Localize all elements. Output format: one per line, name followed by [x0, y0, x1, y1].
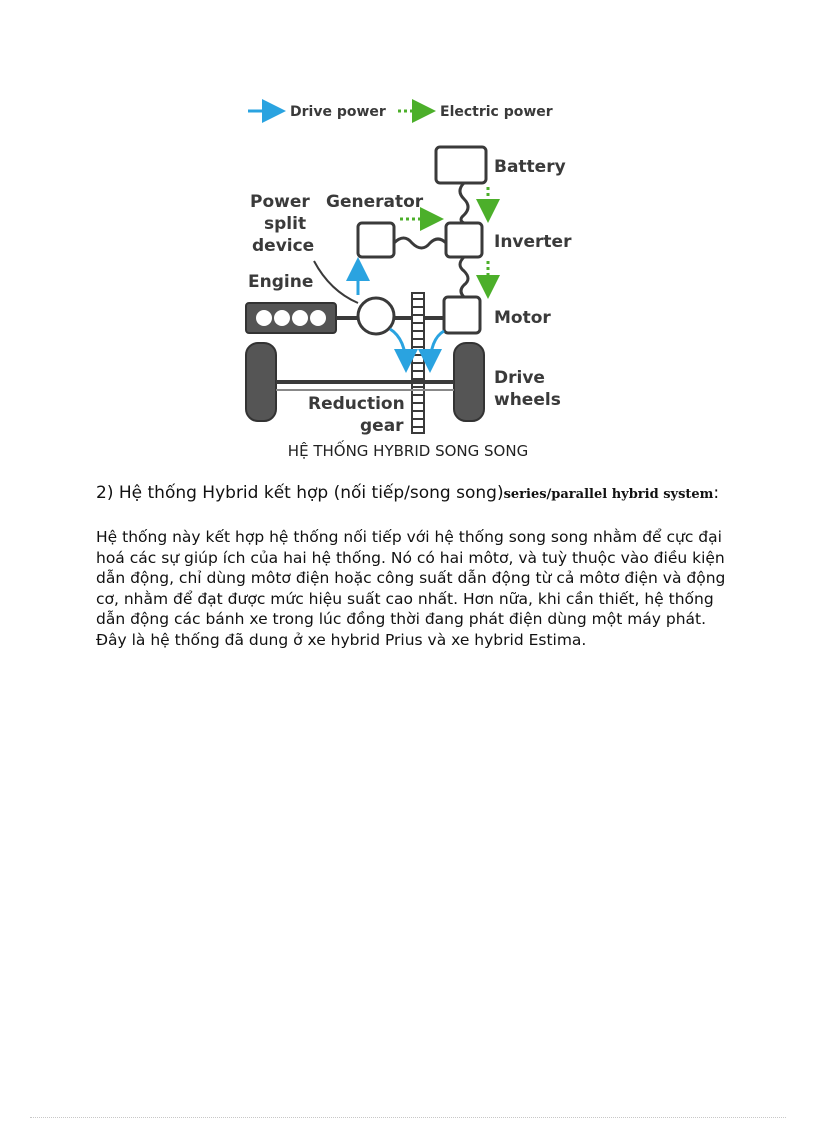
engine-label: Engine [248, 272, 314, 292]
figure-caption: HỆ THỐNG HYBRID SONG SONG [287, 442, 529, 460]
section-heading-en: series/parallel hybrid system [503, 487, 714, 502]
diagram-svg [240, 95, 610, 440]
reduction-gear-label-1: Reduction [308, 394, 405, 414]
battery-label: Battery [494, 157, 566, 177]
power-split-label-1: Power [250, 192, 310, 212]
inverter-box [446, 223, 482, 257]
page-footer-divider [30, 1117, 786, 1118]
section-heading-colon: : [713, 483, 720, 503]
section-body: Hệ thống này kết hợp hệ thống nối tiếp với hệ thống song song nhằm để cực đại hoá các sự giúp ích của hai hệ thống. Nó có hai môtơ, và tuỳ thuộc vào điều kiện dẫn động, chỉ dùng môtơ điện hoặc công suất dẫn động từ cả môtơ điện và động cơ, nhằm để đạt được mức hiệu suất cao nhất. Hơn nữa, khi cần thiết, hệ thống dẫn động các bánh xe trong lúc đồng thời đang phát điện dùng một máy phát. Đây là hệ thống đã dung ở xe hybrid Prius và xe hybrid Estima. [96, 528, 726, 649]
drive-wheels-label-2: wheels [494, 390, 561, 410]
engine-cylinder-3 [292, 310, 308, 326]
section-heading [96, 482, 736, 506]
engine-cylinder-4 [310, 310, 326, 326]
section-heading-vi: 2) Hệ thống Hybrid kết hợp (nối tiếp/song song) [96, 483, 504, 503]
wire-battery-inverter [460, 183, 468, 223]
inverter-label: Inverter [494, 232, 572, 252]
engine-cylinder-2 [274, 310, 290, 326]
battery-box [436, 147, 486, 183]
wire-generator-inverter [394, 238, 446, 248]
wire-inverter-motor [460, 257, 468, 297]
legend-electric-label: Electric power [440, 104, 553, 120]
motor-label: Motor [494, 308, 551, 328]
drive-arrow-from-split [390, 329, 406, 367]
power-split-device [358, 298, 394, 334]
legend-drive-label: Drive power [290, 104, 386, 120]
power-split-pointer [314, 261, 358, 303]
drive-wheels-label-1: Drive [494, 368, 545, 388]
hybrid-system-diagram [240, 95, 610, 440]
power-split-label-3: device [252, 236, 315, 256]
right-wheel [454, 343, 484, 421]
generator-box [358, 223, 394, 257]
motor-box [444, 297, 480, 333]
left-wheel [246, 343, 276, 421]
reduction-gear-label-2: gear [360, 416, 404, 436]
engine-cylinder-1 [256, 310, 272, 326]
power-split-label-2: split [264, 214, 307, 234]
drive-arrow-from-motor [430, 331, 444, 367]
generator-label: Generator [326, 192, 424, 212]
